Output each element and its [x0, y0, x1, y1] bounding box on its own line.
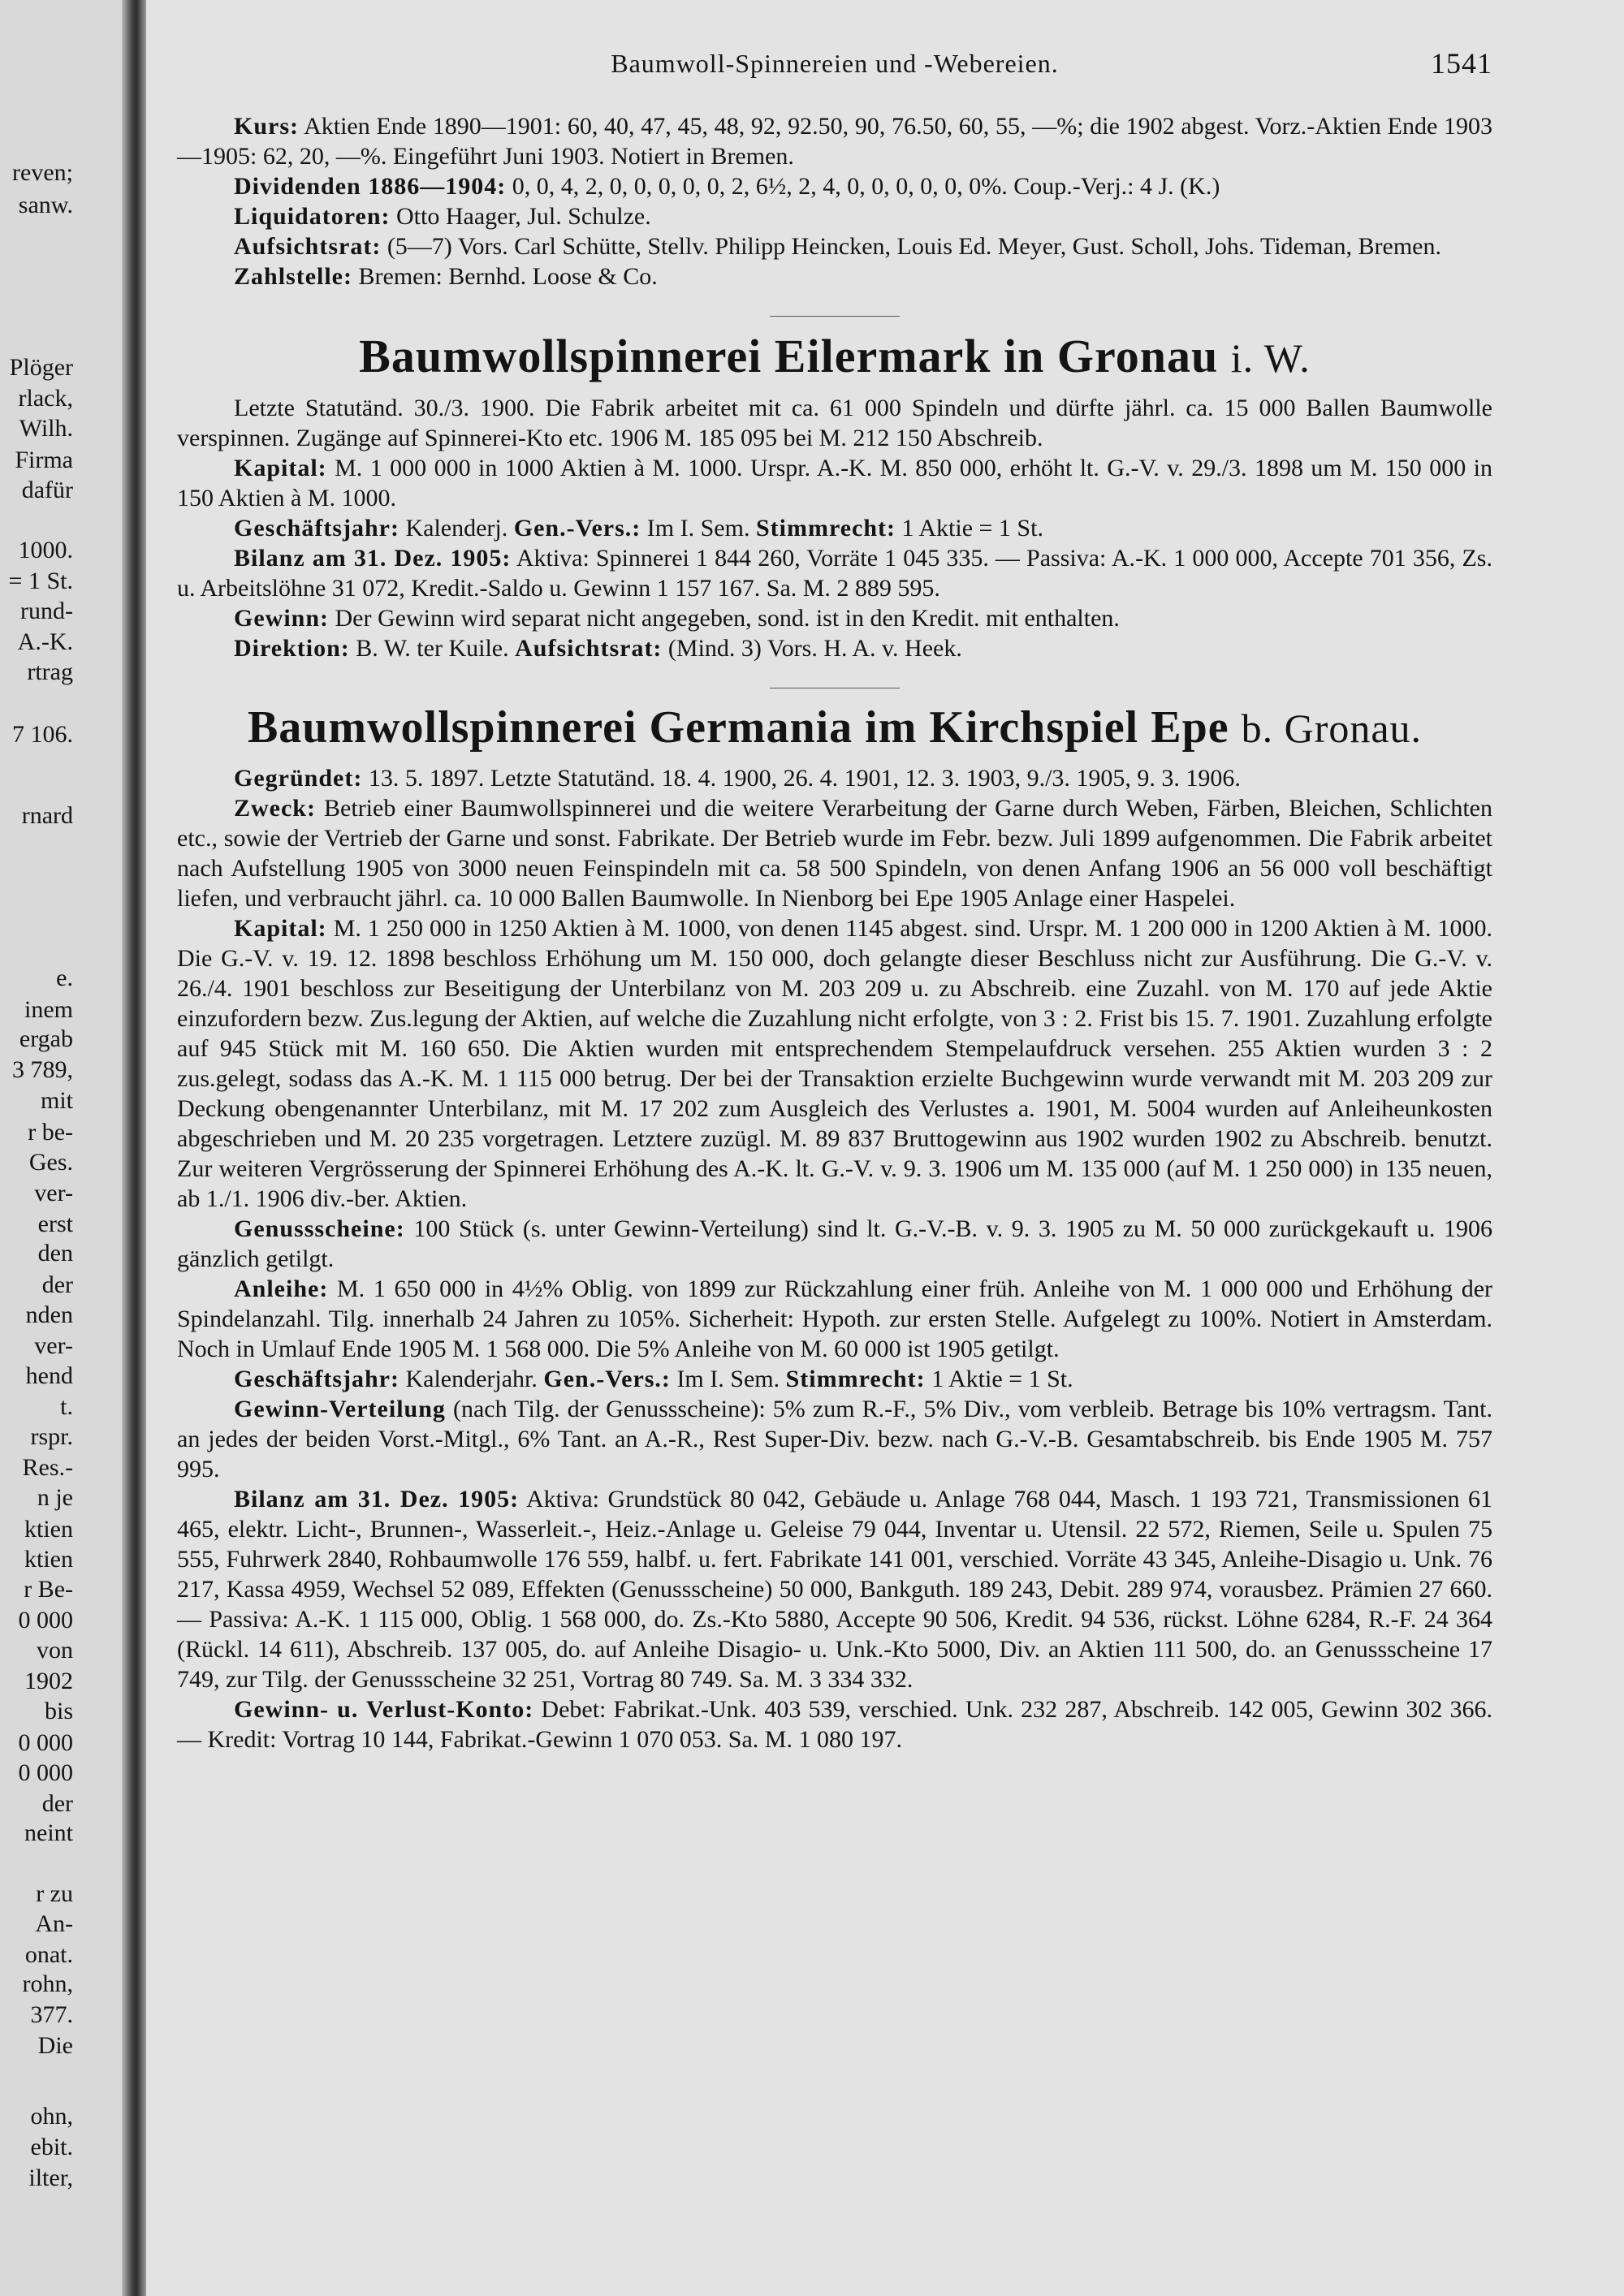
margin-fragment: ver-	[34, 1332, 73, 1359]
margin-fragment: n je	[37, 1484, 73, 1511]
margin-fragment: 0 000	[18, 1759, 73, 1786]
section-divider	[770, 316, 900, 317]
margin-fragment: rohn,	[22, 1970, 73, 1997]
eilermark-kapital: Kapital: M. 1 000 000 in 1000 Aktien à M. 1000. Urspr. A.-K. M. 850 000, erhöht lt. G.-V. v. 29./3. 1898 um M. 150 000 in 150 Aktien à M. 1000.	[177, 455, 1492, 511]
margin-fragment: 1902	[24, 1668, 73, 1694]
margin-fragment: rspr.	[30, 1423, 73, 1450]
margin-fragment: A.-K.	[17, 628, 73, 655]
margin-fragment: Res.-	[22, 1454, 73, 1481]
running-header	[177, 49, 1492, 79]
margin-fragment: r Be-	[24, 1576, 73, 1603]
margin-fragment: ilter,	[28, 2164, 73, 2191]
prior-entry-liquidatoren: Liquidatoren: Otto Haager, Jul. Schulze.	[234, 203, 651, 230]
germania-anleihe: Anleihe: M. 1 650 000 in 4½% Oblig. von 1899 zur Rückzahlung einer früh. Anleihe von M. 1 000 000 und Erhöhung der Spindelanzahl. Tilg. innerhalb 24 Jahren zu 105%. Sicherheit: Hypoth. zur ersten Stelle. Aufgelegt zu 100%. Notiert in Amsterdam. Noch in Umlauf Ende 1905 M. 1 568 000. Die 5% Anleihe von M. 60 000 ist 1905 getilgt.	[177, 1275, 1492, 1362]
eilermark-gewinn: Gewinn: Der Gewinn wird separat nicht angegeben, sond. ist in den Kredit. mit enthalten.	[234, 605, 1120, 632]
prior-entry-kurs: Kurs: Aktien Ende 1890—1901: 60, 40, 47, 45, 48, 92, 92.50, 90, 76.50, 60, 55, —%; die 1902 abgest. Vorz.-Aktien Ende 1903—1905: 62, 20, —%. Eingeführt Juni 1903. Notiert in Bremen.	[177, 113, 1492, 170]
margin-fragment: ebit.	[30, 2134, 73, 2160]
margin-fragment: der	[41, 1271, 73, 1298]
margin-fragment: rnard	[21, 802, 73, 829]
margin-fragment: Firma	[15, 447, 73, 473]
margin-fragment: t.	[60, 1393, 73, 1420]
margin-fragment: ver-	[34, 1180, 73, 1206]
margin-fragment: dafür	[21, 477, 73, 503]
eilermark-meta: Geschäftsjahr: Kalenderj. Gen.-Vers.: Im I. Sem. Stimmrecht: 1 Aktie = 1 St.	[234, 515, 1043, 542]
prior-entry	[177, 111, 1492, 291]
margin-fragment: onat.	[24, 1941, 73, 1968]
margin-fragment: mit	[40, 1087, 73, 1114]
margin-fragment: ktien	[24, 1516, 73, 1543]
margin-fragment: sanw.	[18, 192, 73, 218]
margin-fragment: rund-	[20, 598, 73, 624]
margin-fragment: Ges.	[28, 1149, 73, 1176]
eilermark-bilanz: Bilanz am 31. Dez. 1905: Aktiva: Spinnerei 1 844 260, Vorräte 1 045 335. — Passiva: A.-K. 1 000 000, Accepte 701 356, Zs. u. Arbeitslöhne 31 072, Kredit.-Saldo u. Gewinn 1 157 167. Sa. M. 2 889 595.	[177, 545, 1492, 602]
margin-fragment: bis	[44, 1698, 73, 1724]
margin-fragment: erst	[37, 1211, 73, 1237]
margin-fragment: r zu	[36, 1880, 73, 1907]
germania-meta: Geschäftsjahr: Kalenderjahr. Gen.-Vers.: Im I. Sem. Stimmrecht: 1 Aktie = 1 St.	[234, 1366, 1073, 1392]
margin-fragment: 377.	[30, 2001, 73, 2028]
eilermark-direktion: Direktion: B. W. ter Kuile. Aufsichtsrat: (Mind. 3) Vors. H. A. v. Heek.	[234, 635, 962, 662]
margin-fragment: 3 789,	[12, 1056, 73, 1083]
margin-fragment: 7 106.	[12, 721, 73, 748]
book-gutter	[122, 0, 146, 2296]
margin-fragment: neint	[24, 1819, 73, 1846]
margin-fragment: 0 000	[18, 1729, 73, 1756]
margin-fragment: 0 000	[18, 1607, 73, 1634]
margin-fragment: rtrag	[27, 658, 73, 685]
germania-zweck: Zweck: Betrieb einer Baumwollspinnerei und die weitere Verarbeitung der Garne durch Weben, Färben, Bleichen, Schlichten etc., sowie der Vertrieb der Garne und sonst. Fabrikate. Der Betrieb wurde im Febr. bezw. Juli 1899 aufgenommen. Die Fabrik arbeitet nach Aufstellung 1905 von 3000 neuen Feinspindeln mit ca. 58 500 Spindeln, von denen Anfang 1906 an 56 000 voll beschäftigt liefen, und verbraucht jährl. ca. 10 000 Ballen Baumwolle. In Nienborg bei Epe 1905 Anlage einer Haspelei.	[177, 795, 1492, 912]
margin-fragment: der	[41, 1790, 73, 1817]
margin-fragment: ohn,	[30, 2103, 73, 2130]
margin-fragment: ergab	[19, 1025, 73, 1052]
adjacent-page-fragment	[0, 0, 122, 2296]
margin-fragment: inem	[24, 996, 73, 1023]
company-title-germania: Baumwollspinnerei Germania im Kirchspiel Epe b. Gronau.	[247, 702, 1423, 753]
margin-fragment: reven;	[12, 159, 73, 186]
germania-gegruendet: Gegründet: 13. 5. 1897. Letzte Statutänd. 18. 4. 1900, 26. 4. 1901, 12. 3. 1903, 9./3. 1905, 9. 3. 1906.	[234, 765, 1241, 792]
prior-entry-dividenden: Dividenden 1886—1904: 0, 0, 4, 2, 0, 0, 0, 0, 0, 2, 6½, 2, 4, 0, 0, 0, 0, 0, 0%. Coup.-Verj.: 4 J. (K.)	[234, 173, 1220, 200]
margin-fragment: An-	[35, 1910, 73, 1937]
running-header-title: Baumwoll-Spinnereien und -Webereien.	[611, 49, 1059, 78]
company-entry-germania	[177, 702, 1493, 1754]
margin-fragment: 1000.	[18, 537, 73, 563]
main-column	[177, 49, 1492, 1754]
germania-gewinn-verlust: Gewinn- u. Verlust-Konto: Debet: Fabrikat.-Unk. 403 539, verschied. Unk. 232 287, Abschreib. 142 005, Gewinn 302 366. — Kredit: Vortrag 10 144, Fabrikat.-Gewinn 1 070 053. Sa. M. 1 080 197.	[177, 1696, 1492, 1753]
margin-fragment: nden	[25, 1301, 73, 1328]
margin-fragment: = 1 St.	[8, 568, 73, 594]
margin-fragment: rlack,	[18, 385, 73, 412]
company-title-eilermark: Baumwollspinnerei Eilermark in Gronau i. W.	[359, 330, 1311, 382]
margin-fragment: von	[37, 1637, 73, 1664]
margin-fragment: r be-	[28, 1119, 73, 1146]
prior-entry-aufsichtsrat: Aufsichtsrat: (5—7) Vors. Carl Schütte, Stellv. Philipp Heincken, Louis Ed. Meyer, Gust. Scholl, Johs. Tideman, Bremen.	[234, 233, 1441, 260]
margin-fragment: ktien	[24, 1546, 73, 1573]
margin-fragment: Plöger	[9, 354, 73, 381]
margin-fragment: hend	[25, 1362, 73, 1389]
company-entry-eilermark	[177, 330, 1492, 663]
eilermark-intro: Letzte Statutänd. 30./3. 1900. Die Fabrik arbeitet mit ca. 61 000 Spindeln und dürfte jährl. ca. 15 000 Ballen Baumwolle verspinnen. Zugänge auf Spinnerei-Kto etc. 1906 M. 185 095 bei M. 212 150 Abschreib.	[177, 395, 1492, 451]
margin-fragment: Wilh.	[19, 415, 73, 442]
margin-fragment: den	[37, 1240, 73, 1267]
margin-fragment: Die	[37, 2032, 73, 2059]
germania-bilanz: Bilanz am 31. Dez. 1905: Aktiva: Grundstück 80 042, Gebäude u. Anlage 768 044, Masch. 1 193 721, Transmissionen 61 465, elektr. Licht-, Brunnen-, Wasserleit.-, Heiz.-Anlage u. Geleise 79 044, Inventar u. Utensil. 22 572, Riemen, Seile u. Spulen 75 555, Fuhrwerk 2840, Rohbaumwolle 176 559, halbf. u. fert. Fabrikate 141 001, verschied. Vorräte 43 345, Anleihe-Disagio u. Unk. 76 217, Kassa 4959, Wechsel 52 089, Effekten (Genussscheine) 50 000, Bankguth. 189 243, Debit. 289 974, vorausbez. Prämien 27 660. — Passiva: A.-K. 1 115 000, Oblig. 1 568 000, do. Zs.-Kto 5880, Accepte 90 506, Kredit. 94 536, rückst. Löhne 6284, R.-F. 24 364 (Rückl. 14 611), Abschreib. 137 005, do. auf Anleihe Disagio- u. Unk.-Kto 5000, Div. an Aktien 111 500, do. an Genussscheine 17 749, zur Tilg. der Genussscheine 32 251, Vortrag 80 749. Sa. M. 3 334 332.	[177, 1486, 1492, 1693]
prior-entry-zahlstelle: Zahlstelle: Bremen: Bernhd. Loose & Co.	[234, 263, 658, 290]
germania-kapital: Kapital: M. 1 250 000 in 1250 Aktien à M. 1000, von denen 1145 abgest. sind. Urspr. M. 1 200 000 in 1200 Aktien à M. 1000. Die G.-V. v. 19. 12. 1898 beschloss Erhöhung um M. 150 000, doch gelangte dieser Beschluss nicht zur Ausführung. Die G.-V. v. 26./4. 1901 beschloss zur Beseitigung der Unterbilanz von M. 203 209 u. zu Abschreib. eine Zuzahl. von M. 170 auf jede Aktie einzufordern bezw. Zus.legung der Aktien, auf welche die Zuzahlung nicht erfolgte, von 3 : 2. Frist bis 15. 7. 1901. Zuzahlung erfolgte auf 945 Stück mit M. 160 650. Die Aktien wurden mit entsprechendem Stempelaufdruck versehen. 255 Aktien wurden 3 : 2 zus.gelegt, sodass das A.-K. M. 1 115 000 betrug. Der bei der Transaktion erzielte Buchgewinn wurde verwandt mit M. 203 209 zur Deckung obengenannter Unterbilanz, mit M. 17 202 zum Ausgleich des Verlustes a. 1901, M. 5004 wurden auf Anleiheunkosten abgeschrieben und M. 20 235 vorgetragen. Letztere zuzügl. M. 89 837 Bruttogewinn aus 1902 wurden 1902 zu Abschreib. benutzt. Zur weiteren Vergrösserung der Spinnerei Erhöhung des A.-K. lt. G.-V. v. 9. 3. 1906 um M. 135 000 (auf M. 1 250 000) in 135 neuen, ab 1./1. 1906 div.-ber. Aktien.	[177, 915, 1493, 1212]
margin-fragment: e.	[56, 965, 73, 991]
germania-genussscheine: Genussscheine: 100 Stück (s. unter Gewinn-Verteilung) sind lt. G.-V.-B. v. 9. 3. 1905 zu M. 50 000 zurückgekauft u. 1906 gänzlich getilgt.	[177, 1215, 1493, 1272]
germania-gewinn-verteilung: Gewinn-Verteilung (nach Tilg. der Genussscheine): 5% zum R.-F., 5% Div., vom verbleib. Betrage bis 10% vertragsm. Tant. an jedes der beiden Vorst.-Mitgl., 6% Tant. an A.-R., Rest Super-Div. bezw. nach G.-V.-B. Gesamtabschreib. bis Ende 1905 M. 757 995.	[177, 1396, 1492, 1482]
page-number: 1541	[1431, 47, 1492, 80]
